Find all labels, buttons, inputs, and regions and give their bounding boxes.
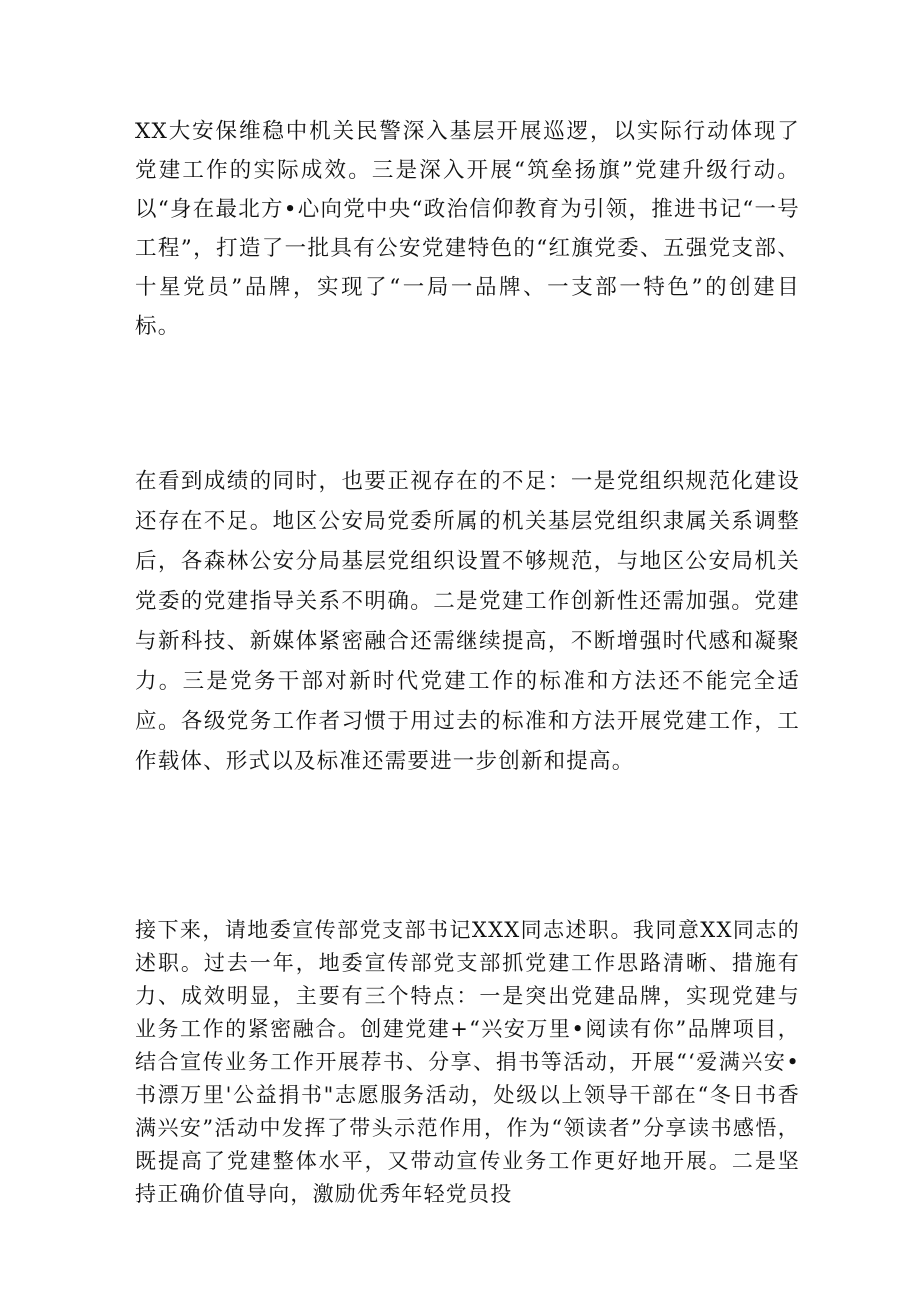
paragraph-3: 接下来，请地委宣传部党支部书记XXX同志述职。我同意XX同志的述职。过去一年，地委宣传部党支部抓党建工作思路清晰、措施有力、成效明显，主要有三个特点：一是突出党建品牌，实现党建与业务工作的紧密融合。创建党建+“兴安万里•阅读有你”品牌项目，结合宣传业务工作开展荐书、分享、捐书等活动，开展“‘爱满兴安•书漂万里'公益捐书"志愿服务活动，处级以上领导干部在“冬日书香满兴安”活动中发挥了带头示范作用，作为“领读者”分享读书感悟，既提高了党建整体水平，又带动宣传业务工作更好地开展。二是坚持正确价值导向，激励优秀年轻党员投 [135, 918, 800, 1206]
paragraph-2: 在看到成绩的同时，也要正视存在的不足：一是党组织规范化建设还存在不足。地区公安局党委所属的机关基层党组织隶属关系调整后，各森林公安分局基层党组织设置不够规范，与地区公安局机关党委的党建指导关系不明确。二是党建工作创新性还需加强。党建与新科技、新媒体紧密融合还需继续提高，不断增强时代感和凝聚力。三是党务干部对新时代党建工作的标准和方法还不能完全适应。各级党务工作者习惯于用过去的标准和方法开展党建工作，工作载体、形式以及标准还需要进一步创新和提高。 [135, 469, 800, 774]
paragraph-1: XX大安保维稳中机关民警深入基层开展巡逻，以实际行动体现了党建工作的实际成效。三是深入开展“筑垒扬旗”党建升级行动。以“身在最北方•心向党中央“政治信仰教育为引领，推进书记“一号工程”，打造了一批具有公安党建特色的“红旗党委、五强党支部、十星党员”品牌，实现了“一局一品牌、一支部一特色”的创建目标。 [135, 119, 800, 339]
